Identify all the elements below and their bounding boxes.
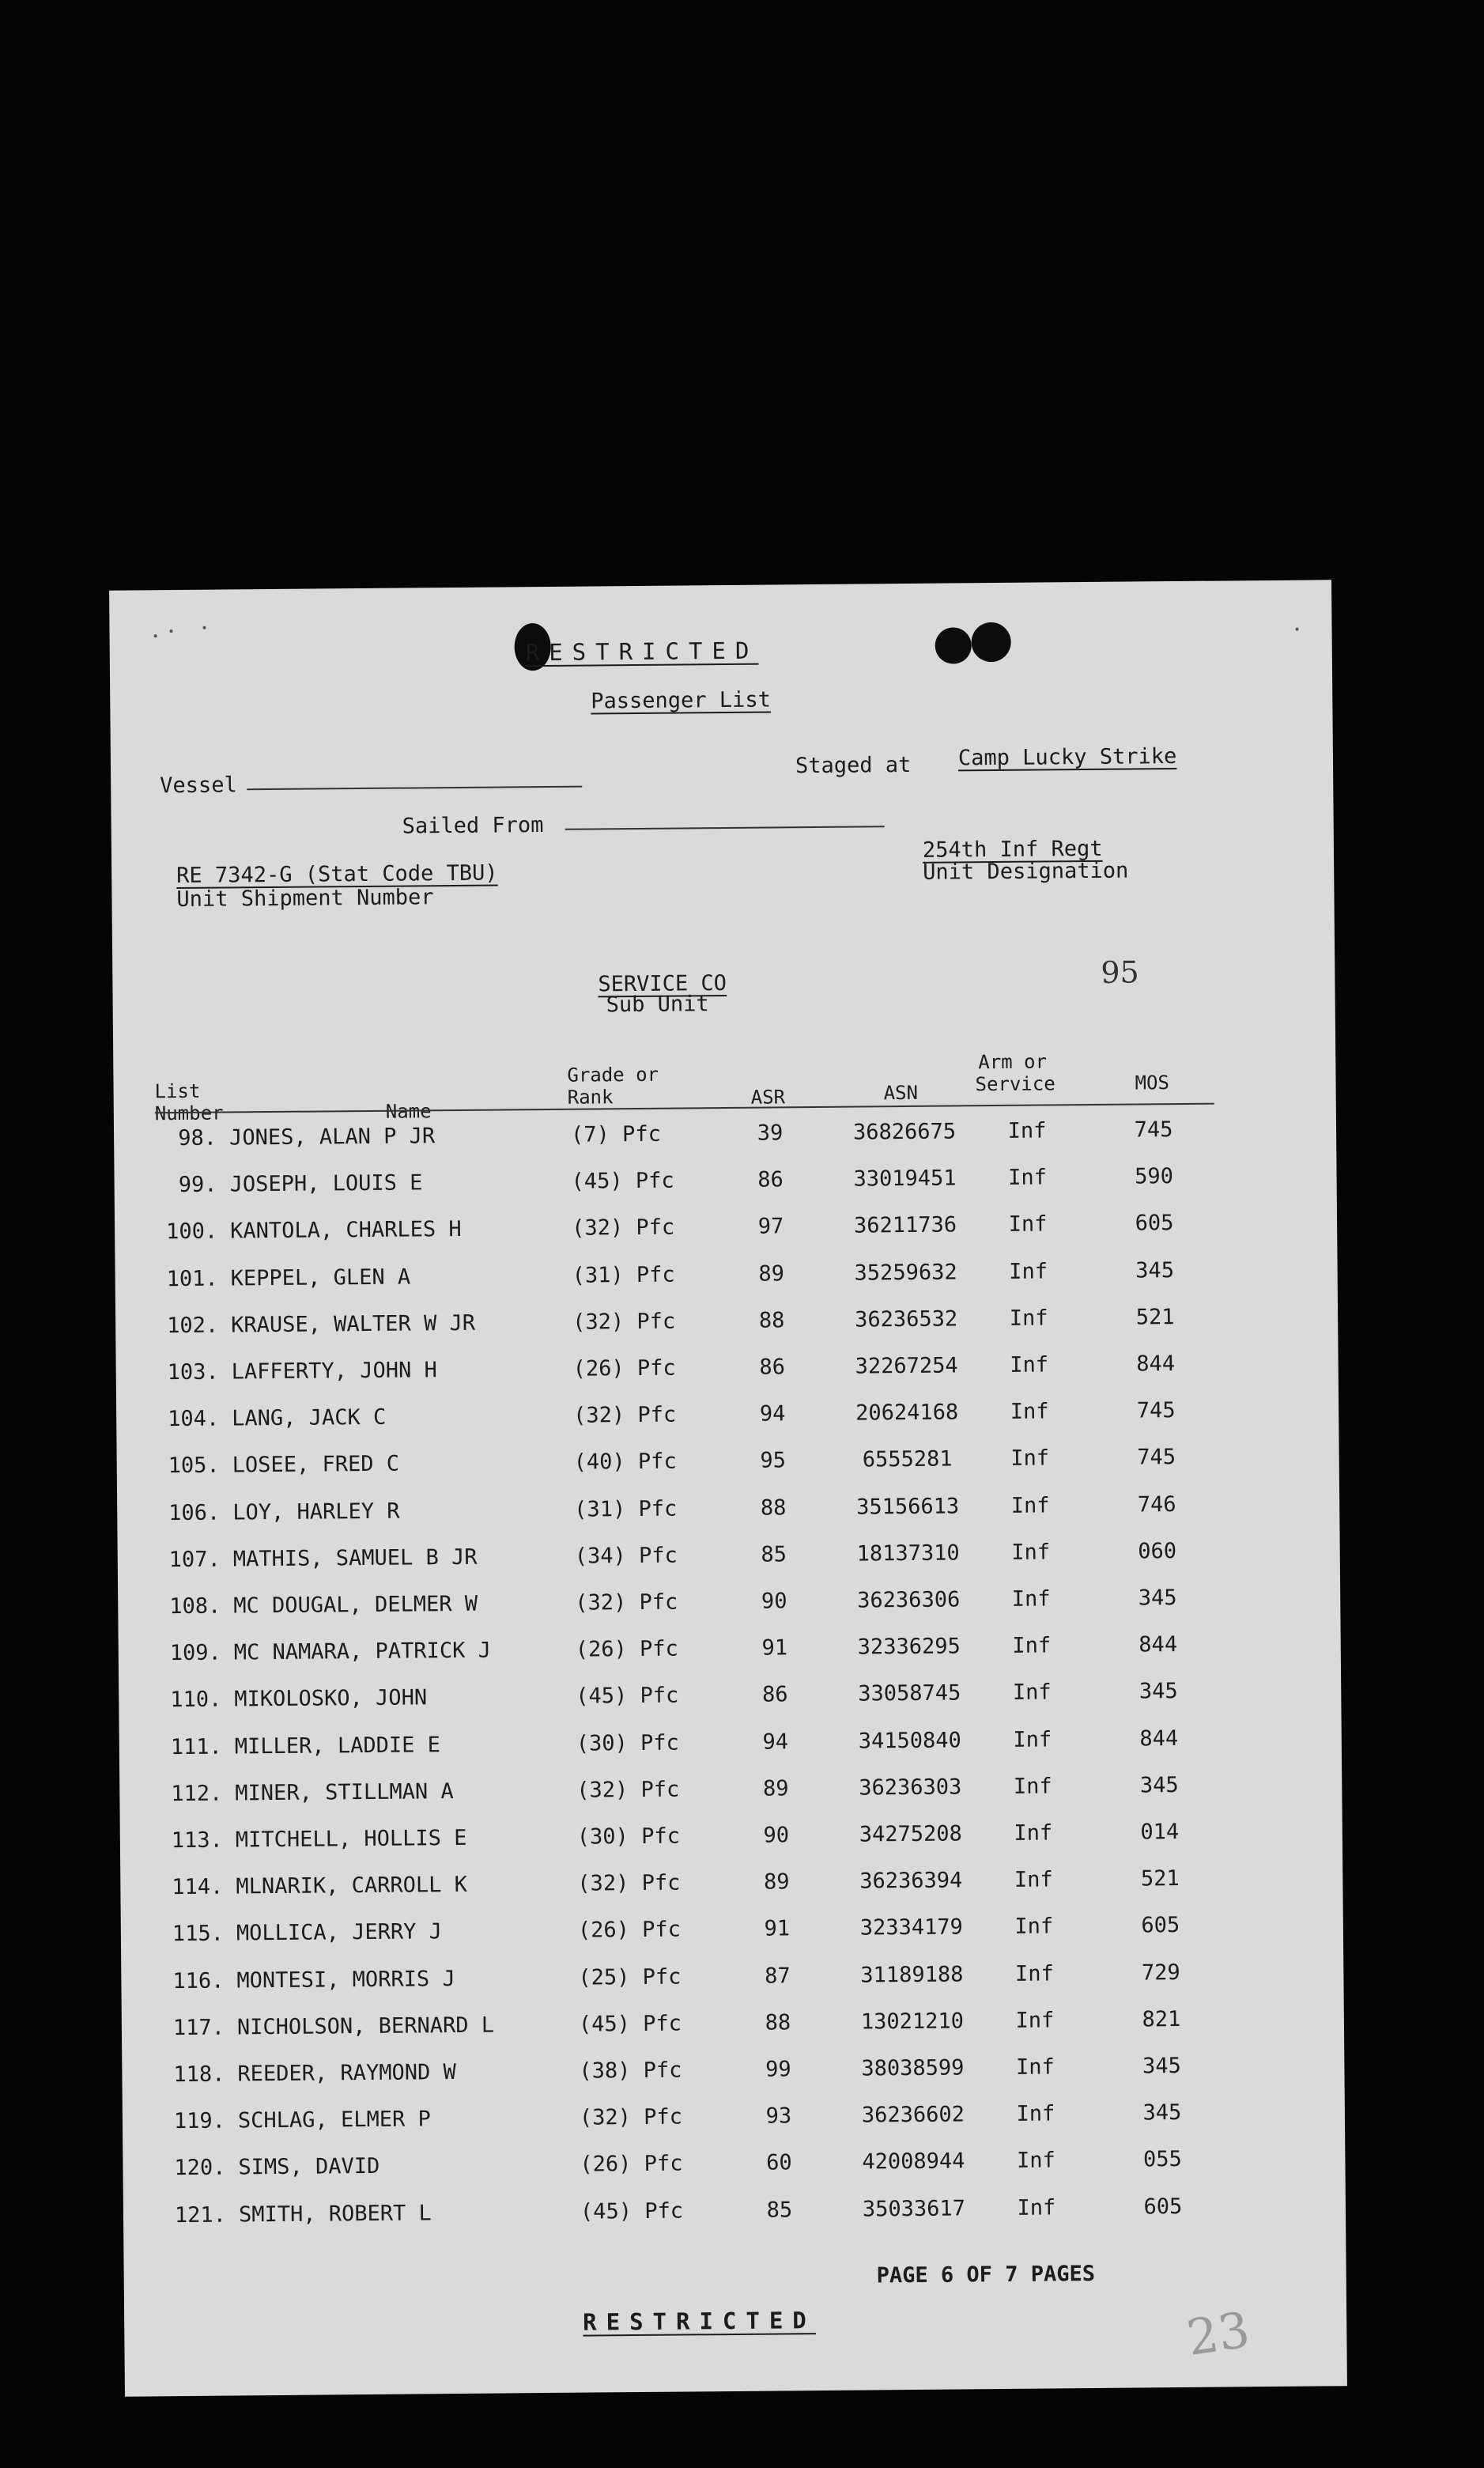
arm-service-cell: Inf <box>1014 1914 1054 1940</box>
list-number-cell: 101. <box>166 1266 218 1291</box>
asn-cell: 13021210 <box>860 2009 965 2035</box>
mos-cell: 821 <box>1142 2006 1181 2032</box>
page-footer: PAGE 6 OF 7 PAGES <box>876 2261 1096 2288</box>
mos-cell: 605 <box>1141 1913 1180 1938</box>
asr-cell: 88 <box>758 1308 785 1333</box>
name-cell: MC NAMARA, PATRICK J <box>233 1638 492 1665</box>
grade-cell: (31) Pfc <box>574 1496 678 1522</box>
name-cell: MLNARIK, CARROLL K <box>236 1873 468 1899</box>
header-grade: Grade or Rank <box>567 1063 659 1109</box>
name-cell: KRAUSE, WALTER W JR <box>231 1310 476 1338</box>
staged-at-label: Staged at <box>795 752 912 779</box>
asr-cell: 39 <box>757 1121 784 1146</box>
mos-cell: 745 <box>1137 1445 1176 1470</box>
header-asr: ASR <box>750 1086 786 1109</box>
arm-service-cell: Inf <box>1008 1165 1048 1191</box>
name-cell: LOSEE, FRED C <box>232 1452 400 1478</box>
asn-cell: 20624168 <box>855 1400 959 1426</box>
asn-cell: 36236394 <box>859 1868 963 1894</box>
asr-cell: 94 <box>759 1401 786 1427</box>
name-cell: MC DOUGAL, DELMER W <box>233 1591 478 1619</box>
name-cell: MINER, STILLMAN A <box>235 1778 454 1806</box>
mos-cell: 746 <box>1137 1491 1176 1517</box>
grade-cell: (38) Pfc <box>579 2058 682 2084</box>
grade-cell: (45) Pfc <box>580 2198 684 2224</box>
mos-cell: 345 <box>1138 1679 1178 1704</box>
sailed-from-line <box>565 826 885 830</box>
arm-service-cell: Inf <box>1013 1774 1052 1799</box>
name-cell: JONES, ALAN P JR <box>228 1124 436 1151</box>
asn-cell: 18137310 <box>856 1540 960 1567</box>
paper-speck <box>1296 628 1299 631</box>
arm-service-cell: Inf <box>1009 1259 1048 1284</box>
name-cell: MITCHELL, HOLLIS E <box>235 1825 467 1853</box>
grade-cell: (32) Pfc <box>577 1870 681 1896</box>
list-number-cell: 113. <box>171 1827 223 1854</box>
grade-cell: (45) Pfc <box>576 1683 679 1710</box>
mos-cell: 745 <box>1136 1398 1176 1423</box>
asr-cell: 85 <box>766 2197 793 2223</box>
asr-cell: 89 <box>758 1260 785 1287</box>
name-cell: MIKOLOSKO, JOHN <box>234 1685 428 1712</box>
list-number-cell: 103. <box>167 1359 219 1385</box>
list-number-cell: 107. <box>168 1547 221 1572</box>
sub-unit-label: Sub Unit <box>606 992 709 1018</box>
handwritten-page-number: 23 <box>1183 2300 1254 2368</box>
grade-cell: (32) Pfc <box>573 1402 677 1428</box>
name-cell: LAFFERTY, JOHN H <box>231 1358 437 1385</box>
mos-cell: 521 <box>1135 1304 1175 1330</box>
header-asn: ASN <box>883 1081 919 1105</box>
asr-cell: 88 <box>765 2010 791 2035</box>
list-number-cell: 110. <box>170 1687 222 1713</box>
list-number-cell: 104. <box>168 1406 220 1432</box>
list-number-cell: 102. <box>167 1313 219 1338</box>
sub-unit-value: SERVICE CO <box>598 970 727 997</box>
unit-designation-label: Unit Designation <box>923 858 1129 885</box>
name-cell: KEPPEL, GLEN A <box>230 1264 411 1291</box>
asr-cell: 91 <box>761 1635 788 1661</box>
list-number-cell: 106. <box>168 1500 221 1525</box>
list-number-cell: 120. <box>174 2155 226 2181</box>
grade-cell: (26) Pfc <box>575 1636 678 1662</box>
arm-service-cell: Inf <box>1010 1399 1049 1425</box>
vessel-label: Vessel <box>160 773 237 799</box>
asr-cell: 87 <box>764 1963 791 1989</box>
asn-cell: 35033617 <box>862 2196 966 2222</box>
name-cell: LOY, HARLEY R <box>232 1499 400 1525</box>
arm-service-cell: Inf <box>1016 2148 1055 2174</box>
arm-service-cell: Inf <box>1009 1306 1048 1331</box>
arm-service-cell: Inf <box>1010 1493 1050 1518</box>
mos-cell: 345 <box>1142 2054 1181 2079</box>
page-title: Passenger List <box>591 687 772 714</box>
mos-cell: 844 <box>1138 1632 1178 1657</box>
punch-hole-right-2 <box>971 622 1010 662</box>
asr-cell: 86 <box>757 1167 784 1192</box>
asn-cell: 31189188 <box>860 1962 964 1988</box>
mos-cell: 729 <box>1141 1960 1180 1986</box>
mos-cell: 345 <box>1138 1585 1177 1611</box>
list-number-cell: 112. <box>171 1781 223 1806</box>
list-number-cell: 116. <box>172 1968 225 1994</box>
list-number-cell: 109. <box>169 1640 221 1666</box>
unit-designation-value: 254th Inf Regt <box>922 836 1103 863</box>
document-page <box>109 580 1347 2396</box>
mos-cell: 844 <box>1136 1351 1176 1377</box>
mos-cell: 605 <box>1143 2194 1183 2220</box>
mos-cell: 055 <box>1142 2147 1182 2172</box>
arm-service-cell: Inf <box>1015 2008 1055 2033</box>
header-list-number: List Number <box>154 1079 224 1125</box>
header-restricted-stamp: RESTRICTED <box>525 637 759 667</box>
arm-service-cell: Inf <box>1011 1586 1051 1612</box>
asr-cell: 86 <box>759 1355 786 1380</box>
grade-cell: (26) Pfc <box>577 1917 682 1944</box>
name-cell: SMITH, ROBERT L <box>238 2200 432 2228</box>
asn-cell: 32336295 <box>857 1634 961 1660</box>
asn-cell: 42008944 <box>862 2149 965 2175</box>
mos-cell: 844 <box>1139 1725 1179 1752</box>
grade-cell: (30) Pfc <box>576 1730 679 1756</box>
asn-cell: 34150840 <box>858 1728 961 1754</box>
asn-cell: 36826675 <box>852 1119 957 1145</box>
name-cell: NICHOLSON, BERNARD L <box>236 2013 495 2040</box>
name-cell: SCHLAG, ELMER P <box>237 2107 431 2134</box>
mos-cell: 745 <box>1134 1117 1173 1143</box>
asr-cell: 97 <box>757 1214 784 1240</box>
asr-cell: 89 <box>762 1776 789 1801</box>
name-cell: REEDER, RAYMOND W <box>237 2060 456 2087</box>
asn-cell: 33058745 <box>858 1680 961 1706</box>
list-number-cell: 118. <box>173 2062 225 2088</box>
arm-service-cell: Inf <box>1007 1118 1047 1143</box>
asn-cell: 6555281 <box>862 1446 953 1472</box>
asn-cell: 38038599 <box>861 2055 965 2081</box>
header-arm-service: Arm or Service <box>975 1050 1055 1096</box>
grade-cell: (45) Pfc <box>571 1168 674 1194</box>
asn-cell: 36236532 <box>854 1306 958 1332</box>
grade-cell: (45) Pfc <box>578 2011 682 2037</box>
grade-cell: (7) Pfc <box>570 1121 662 1147</box>
arm-service-cell: Inf <box>1011 1540 1051 1565</box>
staged-at-value: Camp Lucky Strike <box>957 744 1177 771</box>
header-name: Name <box>385 1100 432 1123</box>
list-number-cell: 100. <box>165 1219 218 1245</box>
mos-cell: 605 <box>1135 1211 1174 1236</box>
page-mark-number: 95 <box>1101 954 1139 990</box>
asr-cell: 90 <box>763 1823 790 1848</box>
list-number-cell: 121. <box>174 2202 227 2228</box>
asr-cell: 85 <box>761 1542 787 1567</box>
list-number-cell: 119. <box>173 2108 226 2134</box>
asn-cell: 34275208 <box>859 1821 962 1847</box>
list-number-cell: 105. <box>168 1453 220 1479</box>
grade-cell: (25) Pfc <box>578 1964 682 1990</box>
asn-cell: 36236303 <box>859 1774 962 1801</box>
asn-cell: 36236306 <box>857 1587 961 1613</box>
mos-cell: 345 <box>1135 1257 1175 1283</box>
asr-cell: 95 <box>760 1448 787 1474</box>
unit-shipment-value: RE 7342-G (Stat Code TBU) <box>176 860 498 889</box>
asr-cell: 90 <box>761 1589 787 1614</box>
grade-cell: (32) Pfc <box>571 1215 675 1242</box>
vessel-line <box>247 786 582 791</box>
footer-restricted-stamp: RESTRICTED <box>583 2307 816 2336</box>
grade-cell: (32) Pfc <box>575 1589 678 1616</box>
name-cell: MATHIS, SAMUEL B JR <box>232 1544 478 1572</box>
list-number-cell: 117. <box>172 2015 225 2040</box>
mos-cell: 014 <box>1140 1820 1180 1845</box>
mos-cell: 345 <box>1139 1772 1179 1798</box>
grade-cell: (40) Pfc <box>573 1449 677 1476</box>
grade-cell: (34) Pfc <box>574 1543 678 1569</box>
arm-service-cell: Inf <box>1014 1961 1054 1986</box>
punch-hole-right-1 <box>935 627 972 663</box>
mos-cell: 521 <box>1140 1866 1180 1892</box>
arm-service-cell: Inf <box>1012 1680 1052 1706</box>
arm-service-cell: Inf <box>1014 1867 1053 1893</box>
grade-cell: (30) Pfc <box>576 1824 681 1850</box>
name-cell: MONTESI, MORRIS J <box>236 1966 455 1994</box>
name-cell: SIMS, DAVID <box>238 2154 380 2180</box>
arm-service-cell: Inf <box>1013 1727 1052 1752</box>
asr-cell: 93 <box>765 2103 792 2129</box>
grade-cell: (32) Pfc <box>572 1309 676 1335</box>
name-cell: JOSEPH, LOUIS E <box>229 1170 423 1197</box>
asn-cell: 32334179 <box>859 1914 964 1941</box>
asr-cell: 89 <box>763 1869 790 1895</box>
paper-speck <box>154 634 157 637</box>
name-cell: MOLLICA, JERRY J <box>236 1919 443 1946</box>
grade-cell: (32) Pfc <box>576 1777 680 1803</box>
arm-service-cell: Inf <box>1010 1446 1050 1472</box>
list-number-cell: 115. <box>172 1921 225 1947</box>
asr-cell: 60 <box>766 2150 792 2176</box>
list-number-cell: 114. <box>172 1874 224 1900</box>
asr-cell: 91 <box>764 1916 791 1942</box>
arm-service-cell: Inf <box>1015 2054 1055 2080</box>
asr-cell: 88 <box>760 1495 787 1521</box>
name-cell: LANG, JACK C <box>232 1404 387 1431</box>
arm-service-cell: Inf <box>1012 1633 1052 1659</box>
asn-cell: 36211736 <box>853 1212 957 1238</box>
asr-cell: 99 <box>765 2057 791 2082</box>
asr-cell: 86 <box>761 1682 788 1708</box>
asn-cell: 32267254 <box>855 1353 958 1379</box>
grade-cell: (32) Pfc <box>579 2104 683 2130</box>
mos-cell: 060 <box>1138 1538 1177 1564</box>
asn-cell: 36236602 <box>861 2102 965 2128</box>
header-mos: MOS <box>1135 1071 1170 1094</box>
arm-service-cell: Inf <box>1010 1352 1049 1378</box>
name-cell: MILLER, LADDIE E <box>234 1732 441 1759</box>
paper-speck <box>202 626 206 629</box>
mos-cell: 590 <box>1135 1164 1174 1189</box>
mos-cell: 345 <box>1142 2100 1182 2126</box>
grade-cell: (31) Pfc <box>572 1262 675 1288</box>
list-number-cell: 98. <box>178 1125 217 1151</box>
asn-cell: 33019451 <box>853 1166 957 1192</box>
list-number-cell: 108. <box>169 1593 221 1620</box>
arm-service-cell: Inf <box>1016 2101 1055 2127</box>
arm-service-cell: Inf <box>1008 1211 1048 1238</box>
asr-cell: 94 <box>762 1729 789 1755</box>
list-number-cell: 99. <box>178 1172 217 1198</box>
name-cell: KANTOLA, CHARLES H <box>230 1217 462 1244</box>
arm-service-cell: Inf <box>1014 1820 1053 1846</box>
asn-cell: 35156613 <box>856 1494 960 1520</box>
arm-service-cell: Inf <box>1017 2195 1056 2220</box>
paper-speck <box>169 629 172 633</box>
sailed-from-label: Sailed From <box>402 813 544 839</box>
header-rule <box>155 1103 1214 1114</box>
table-row <box>123 2193 1346 2249</box>
grade-cell: (26) Pfc <box>572 1355 676 1381</box>
unit-shipment-label: Unit Shipment Number <box>176 885 434 913</box>
asn-cell: 35259632 <box>854 1260 957 1286</box>
list-number-cell: 111. <box>170 1734 222 1759</box>
grade-cell: (26) Pfc <box>580 2151 683 2178</box>
